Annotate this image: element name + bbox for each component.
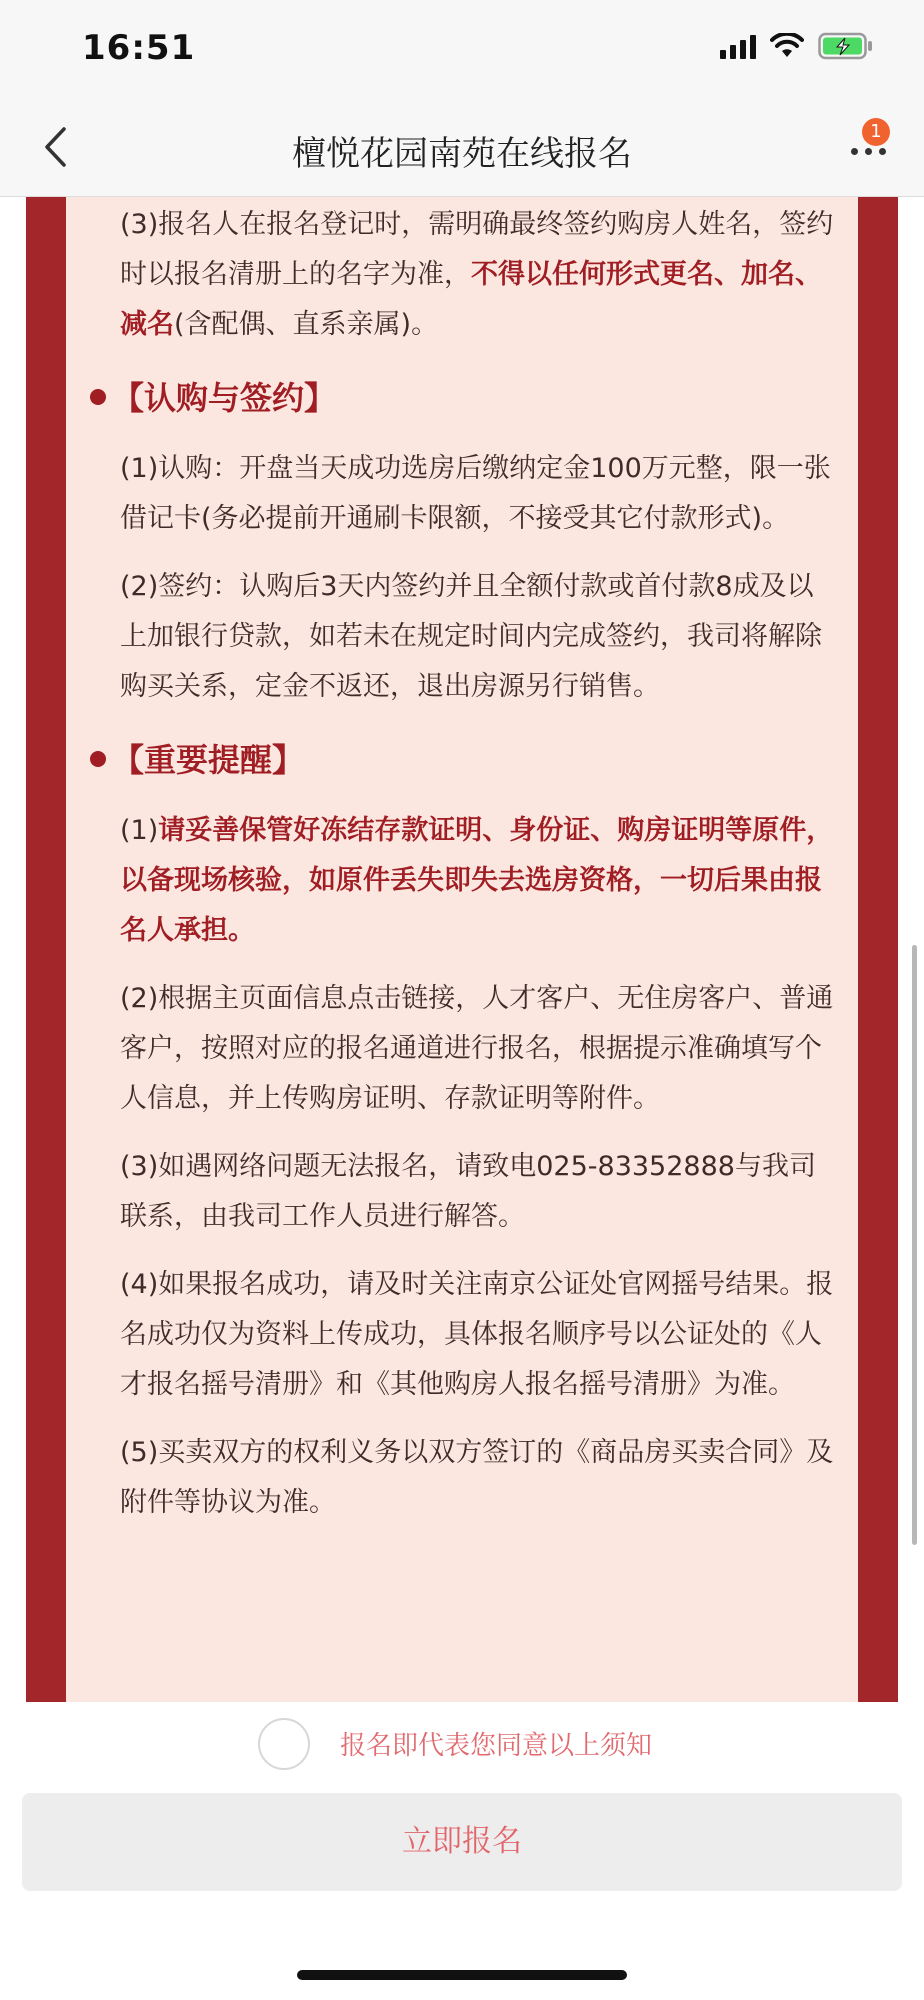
notice-paragraph [120,200,836,350]
more-dots-icon [851,148,858,155]
notice-paragraph: (1)认购：开盘当天成功选房后缴纳定金100万元整，限一张借记卡(务必提前开通刷卡限额，不接受其它付款形式)。 [120,453,831,534]
scrollbar[interactable] [912,945,917,1545]
notice-text: (3)报名人在报名登记时，需明确最终签约购房人姓名，签约时以报名清册上的名字为准， [120,209,834,290]
battery-charging-icon [818,32,874,60]
section-title-text: 【认购与签约】 [112,379,337,417]
status-icons [720,32,874,60]
home-indicator [297,1970,627,1980]
notice-text: (含配偶、直系亲属)。 [174,309,439,340]
agreement-checkbox[interactable] [258,1718,310,1770]
notice-card-frame [26,197,898,1702]
notice-paragraph [120,806,836,956]
page-title: 檀悦花园南苑在线报名 [292,134,632,174]
notice-paragraph: (2)签约：认购后3天内签约并且全额付款或首付款8成及以上加银行贷款，如若未在规定时间内完成签约，我司将解除购买关系，定金不返还，退出房源另行销售。 [120,571,822,702]
notification-badge: 1 [862,118,890,146]
notice-paragraph: (3)如遇网络问题无法报名，请致电025-83352888与我司联系，由我司工作人员进行解答。 [120,1151,816,1232]
notice-paragraph: (5)买卖双方的权利义务以双方签订的《商品房买卖合同》及附件等协议为准。 [120,1437,834,1518]
notice-text: (1) [120,815,159,846]
notice-paragraph: (4)如果报名成功，请及时关注南京公证处官网摇号结果。报名成功仅为资料上传成功，具体报名顺序号以公证处的《人才报名摇号清册》和《其他购房人报名摇号清册》为准。 [120,1269,834,1400]
more-dot [865,148,872,155]
wifi-icon [770,33,804,59]
section-title-text: 【重要提醒】 [112,741,305,779]
more-button[interactable] [836,121,900,178]
notice-card [66,197,858,1702]
section-title-notice [90,730,836,790]
status-bar [0,0,924,104]
status-time: 16:51 [82,28,196,68]
nav-bar [0,104,924,197]
bullet-icon [90,389,106,405]
notice-emphasis: 不得以任何形式更名、加名、减名 [120,259,822,340]
notice-paragraph: (2)根据主页面信息点击链接，人才客户、无住房客户、普通客户，按照对应的报名通道进行报名，根据提示准确填写个人信息，并上传购房证明、存款证明等附件。 [120,983,834,1114]
register-button[interactable]: 立即报名 [22,1793,902,1891]
section-title-subscription [90,368,836,428]
notice-emphasis: 请妥善保管好冻结存款证明、身份证、购房证明等原件，以备现场核验，如原件丢失即失去选房资格，一切后果由报名人承担。 [120,815,834,946]
bullet-icon [90,751,106,767]
more-dot [879,148,886,155]
notice-content [112,200,836,1546]
agreement-row [0,1718,924,1778]
agreement-text[interactable]: 报名即代表您同意以上须知 [340,1731,653,1761]
signal-icon [720,33,756,59]
